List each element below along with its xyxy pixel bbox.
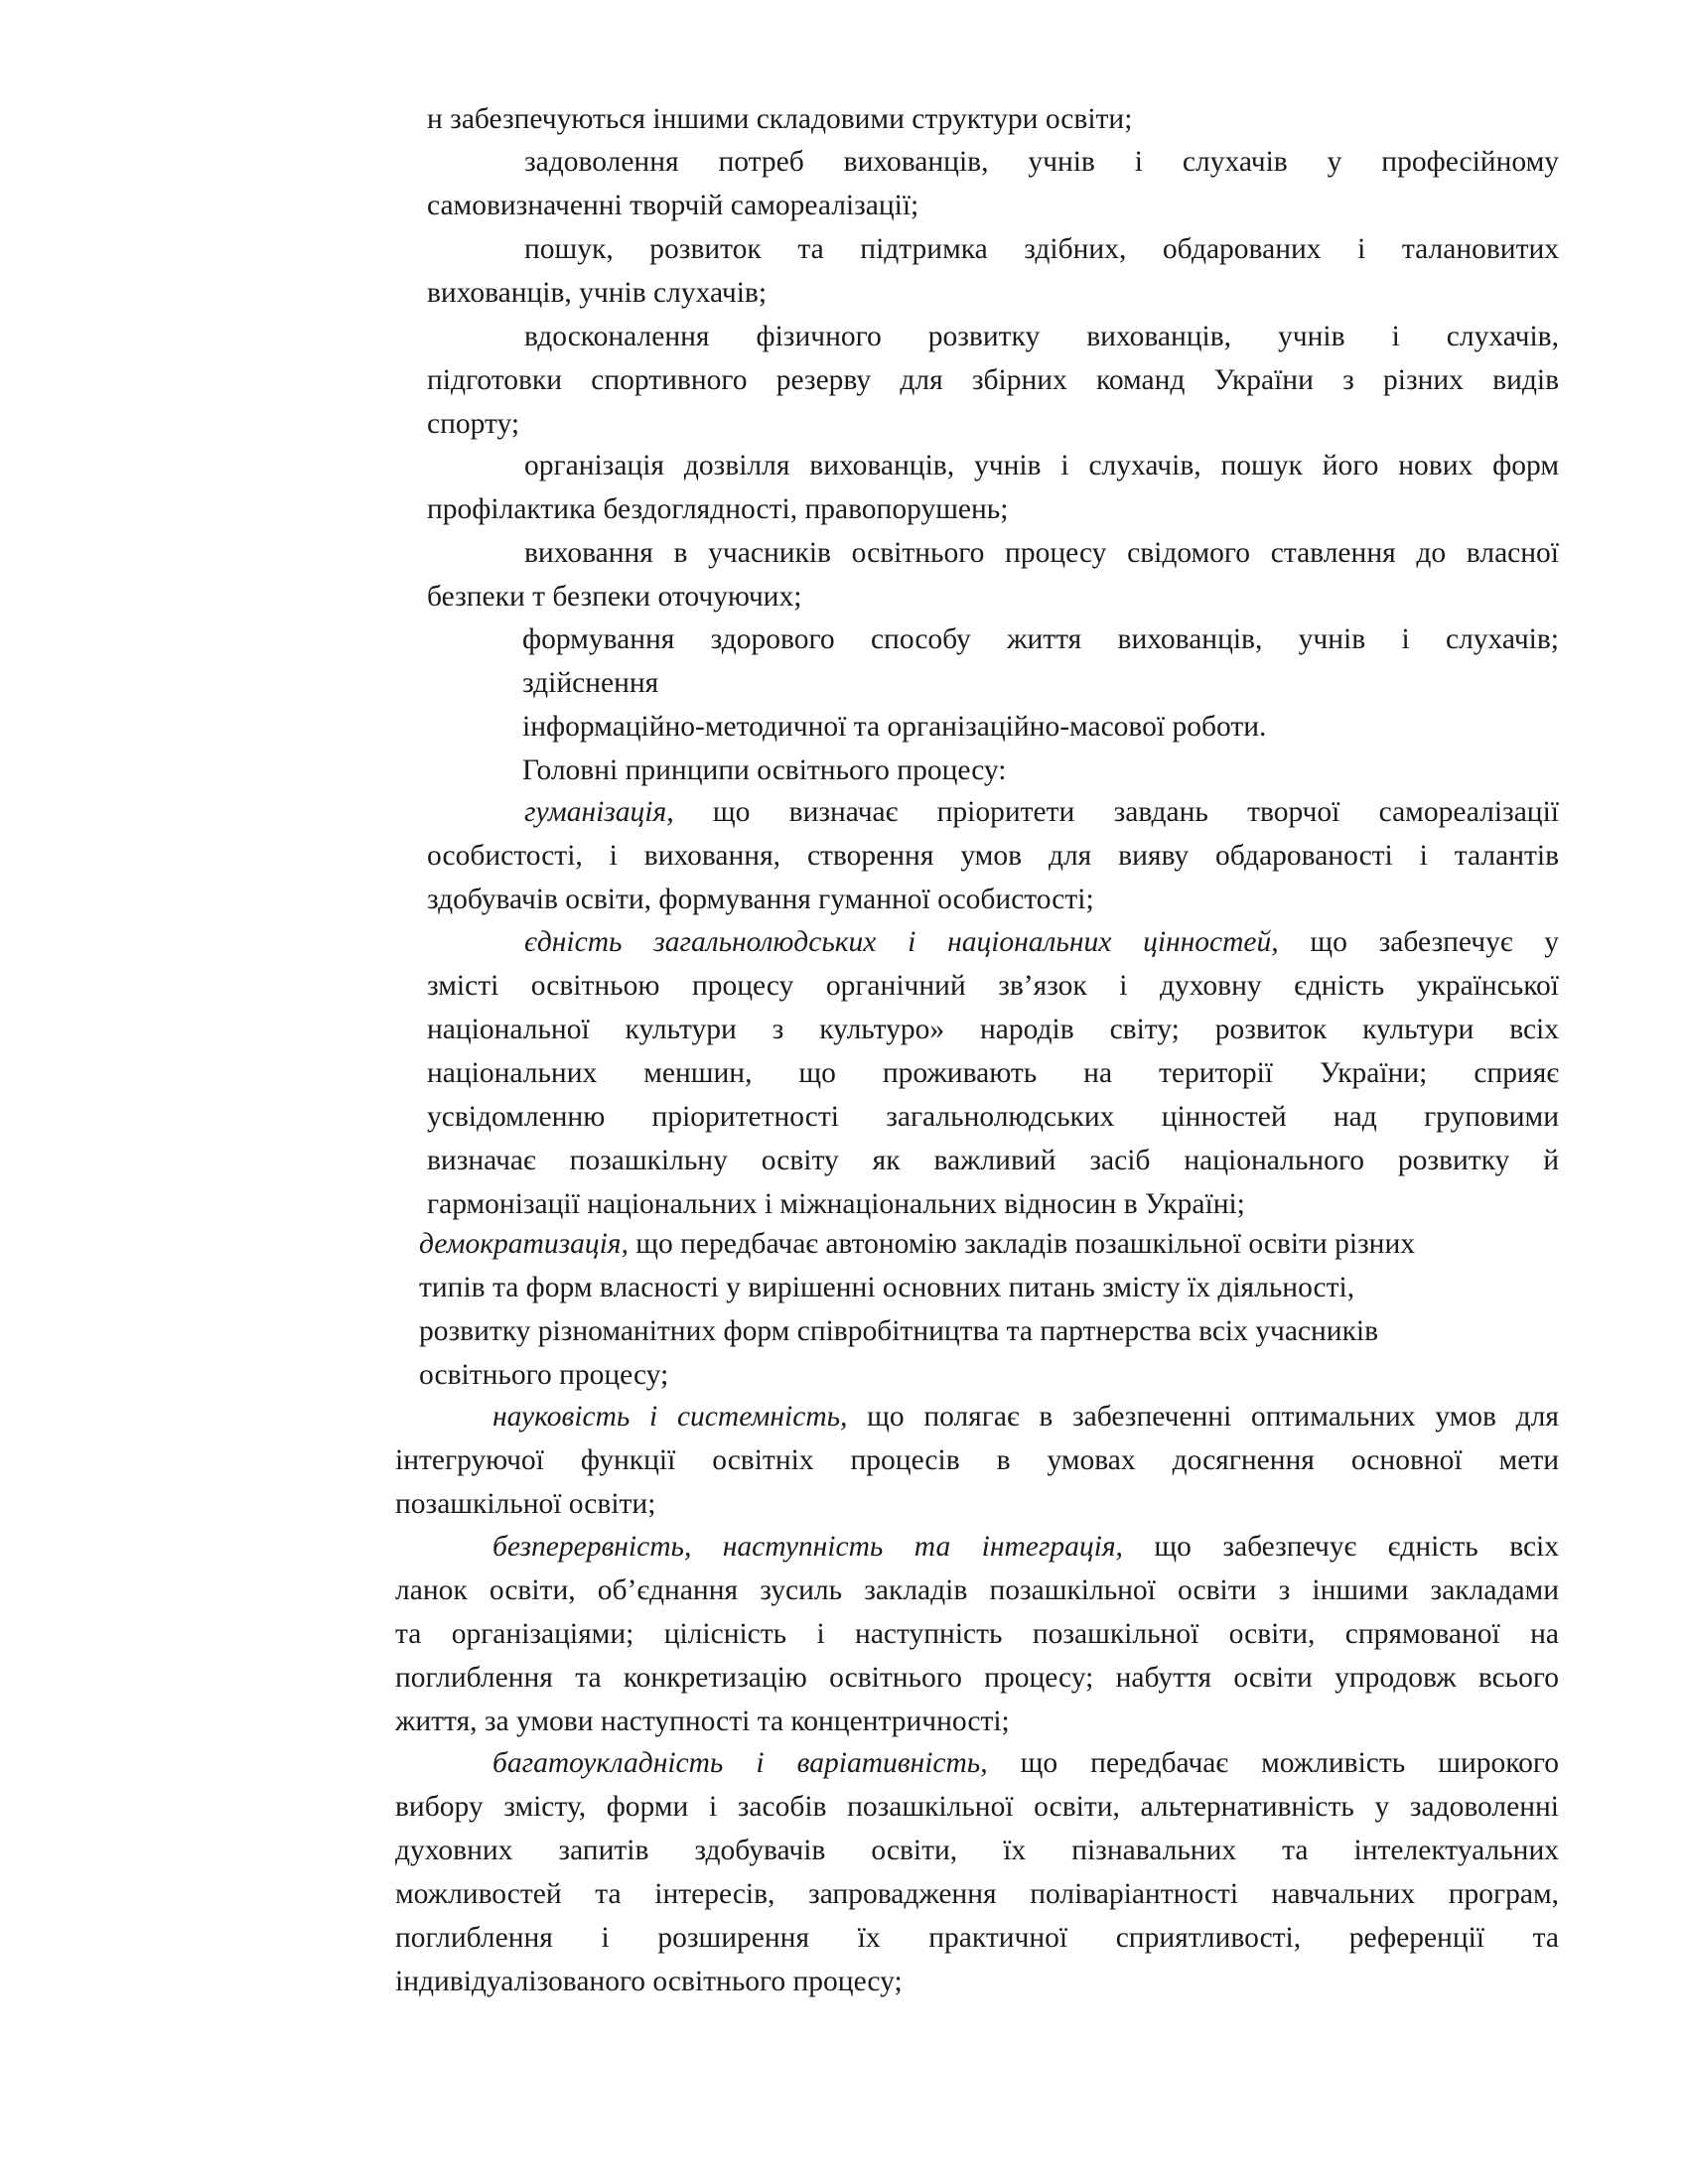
text-line: безпеки т безпеки оточуючих; bbox=[427, 581, 802, 613]
text-line: та організаціями; цілісність і наступність позашкільної освіти, спрямованої на bbox=[395, 1618, 1559, 1650]
text-line: поглиблення та конкретизацію освітнього процесу; набуття освіти упродовж всього bbox=[395, 1662, 1559, 1694]
text-line bbox=[395, 1525, 1559, 1569]
text-line: визначає позашкільну освіту як важливий засіб національного розвитку й bbox=[427, 1145, 1559, 1176]
text-line: інформаційно-методичної та організаційно-масової роботи. bbox=[522, 711, 1267, 743]
paragraph bbox=[427, 444, 1559, 531]
paragraph bbox=[427, 140, 1559, 227]
text-line: особистості, і виховання, створення умов для вияву обдарованості і талантів bbox=[427, 840, 1559, 872]
text-line: поглиблення і розширення їх практичної сприятливості, референції та bbox=[395, 1922, 1559, 1954]
text-line: змісті освітньою процесу органічний зв’язок і духовну єдність української bbox=[427, 970, 1559, 1002]
text-line bbox=[395, 1741, 1559, 1785]
text-line: здобувачів освіти, формування гуманної особистості; bbox=[427, 884, 1094, 915]
paragraph bbox=[427, 790, 1559, 921]
text-line: підготовки спортивного резерву для збірних команд України з різних видів bbox=[427, 364, 1559, 396]
text-fragment: що забезпечує у bbox=[1278, 926, 1559, 958]
text-line: індивідуалізованого освітнього процесу; bbox=[395, 1966, 903, 1997]
text-fragment: що передбачає можливість широкого bbox=[987, 1747, 1559, 1779]
text-line: типів та форм власності у вирішенні основних питань змісту їх діяльності, bbox=[419, 1272, 1355, 1303]
paragraph bbox=[395, 1525, 1559, 1743]
text-line: розвитку різноманітних форм співробітництва та партнерства всіх учасників bbox=[419, 1315, 1379, 1347]
text-line: ланок освіти, об’єднання зусиль закладів позашкільної освіти з іншими закладами bbox=[395, 1574, 1559, 1606]
paragraph bbox=[427, 920, 1559, 1226]
text-line: життя, за умови наступності та концентричності; bbox=[395, 1706, 1010, 1737]
text-line: Головні принципи освітнього процесу: bbox=[522, 754, 1007, 786]
text-fragment: що забезпечує єдність всіх bbox=[1122, 1531, 1559, 1563]
text-line: гармонізації національних і міжнаціональних відносин в Україні; bbox=[427, 1188, 1245, 1220]
text-line: н забезпечуються іншими складовими структури освіти; bbox=[427, 103, 1133, 135]
paragraph bbox=[427, 315, 1559, 446]
text-line: національних меншин, що проживають на території України; сприяє bbox=[427, 1057, 1559, 1089]
text-line: здійснення bbox=[522, 667, 659, 699]
text-line: вдосконалення фізичного розвитку вихованців, учнів і слухачів, bbox=[524, 321, 1559, 352]
text-line bbox=[427, 920, 1559, 964]
paragraph bbox=[522, 617, 1559, 792]
text-line: вихованців, учнів слухачів; bbox=[427, 277, 768, 309]
text-line: національної культури з культуро» народів світу; розвиток культури всіх bbox=[427, 1014, 1559, 1045]
paragraph bbox=[427, 227, 1559, 315]
paragraph bbox=[419, 1222, 1541, 1397]
text-line bbox=[395, 1395, 1559, 1438]
text-line bbox=[419, 1222, 1541, 1266]
text-line: інтегруючої функції освітніх процесів в умовах досягнення основної мети bbox=[395, 1444, 1559, 1476]
paragraph bbox=[427, 97, 1559, 141]
text-line: профілактика бездоглядності, правопорушень; bbox=[427, 493, 1009, 525]
text-fragment: що передбачає автономію закладів позашкільної освіти різних bbox=[628, 1228, 1416, 1260]
text-fragment: що визначає пріоритети завдань творчої самореалізації bbox=[673, 796, 1559, 828]
text-line: позашкільної освіти; bbox=[395, 1488, 656, 1520]
emphasis-term: єдність загальнолюдських і національних цінностей, bbox=[524, 926, 1279, 958]
text-line: освітнього процесу; bbox=[419, 1359, 669, 1391]
paragraph bbox=[395, 1395, 1559, 1526]
emphasis-term: безперервність, наступність та інтеграція, bbox=[492, 1531, 1123, 1563]
text-fragment: що полягає в забезпеченні оптимальних умов для bbox=[847, 1401, 1559, 1433]
text-line: задоволення потреб вихованців, учнів і слухачів у професійному bbox=[524, 146, 1559, 178]
text-line bbox=[427, 790, 1559, 834]
text-line: самовизначенні творчій самореалізації; bbox=[427, 190, 919, 221]
paragraph bbox=[427, 531, 1559, 618]
text-line: вибору змісту, форми і засобів позашкільної освіти, альтернативність у задоволенні bbox=[395, 1791, 1559, 1823]
text-line: духовних запитів здобувачів освіти, їх пізнавальних та інтелектуальних bbox=[395, 1835, 1559, 1866]
text-line: формування здорового способу життя вихованців, учнів і слухачів; bbox=[522, 623, 1559, 655]
text-line: можливостей та інтересів, запровадження поліваріантності навчальних програм, bbox=[395, 1878, 1559, 1910]
text-line: пошук, розвиток та підтримка здібних, обдарованих і талановитих bbox=[524, 233, 1559, 265]
text-line: усвідомленню пріоритетності загальнолюдських цінностей над груповими bbox=[427, 1101, 1559, 1133]
text-line: виховання в учасників освітнього процесу свідомого ставлення до власної bbox=[524, 537, 1559, 569]
paragraph bbox=[395, 1741, 1559, 2003]
emphasis-term: гуманізація, bbox=[524, 796, 674, 828]
text-line: спорту; bbox=[427, 408, 520, 440]
emphasis-term: науковість і системність, bbox=[492, 1401, 848, 1433]
emphasis-term: демократизація, bbox=[419, 1228, 629, 1260]
text-line: організація дозвілля вихованців, учнів і слухачів, пошук його нових форм bbox=[524, 450, 1559, 481]
emphasis-term: багатоукладність і варіативність, bbox=[492, 1747, 988, 1779]
